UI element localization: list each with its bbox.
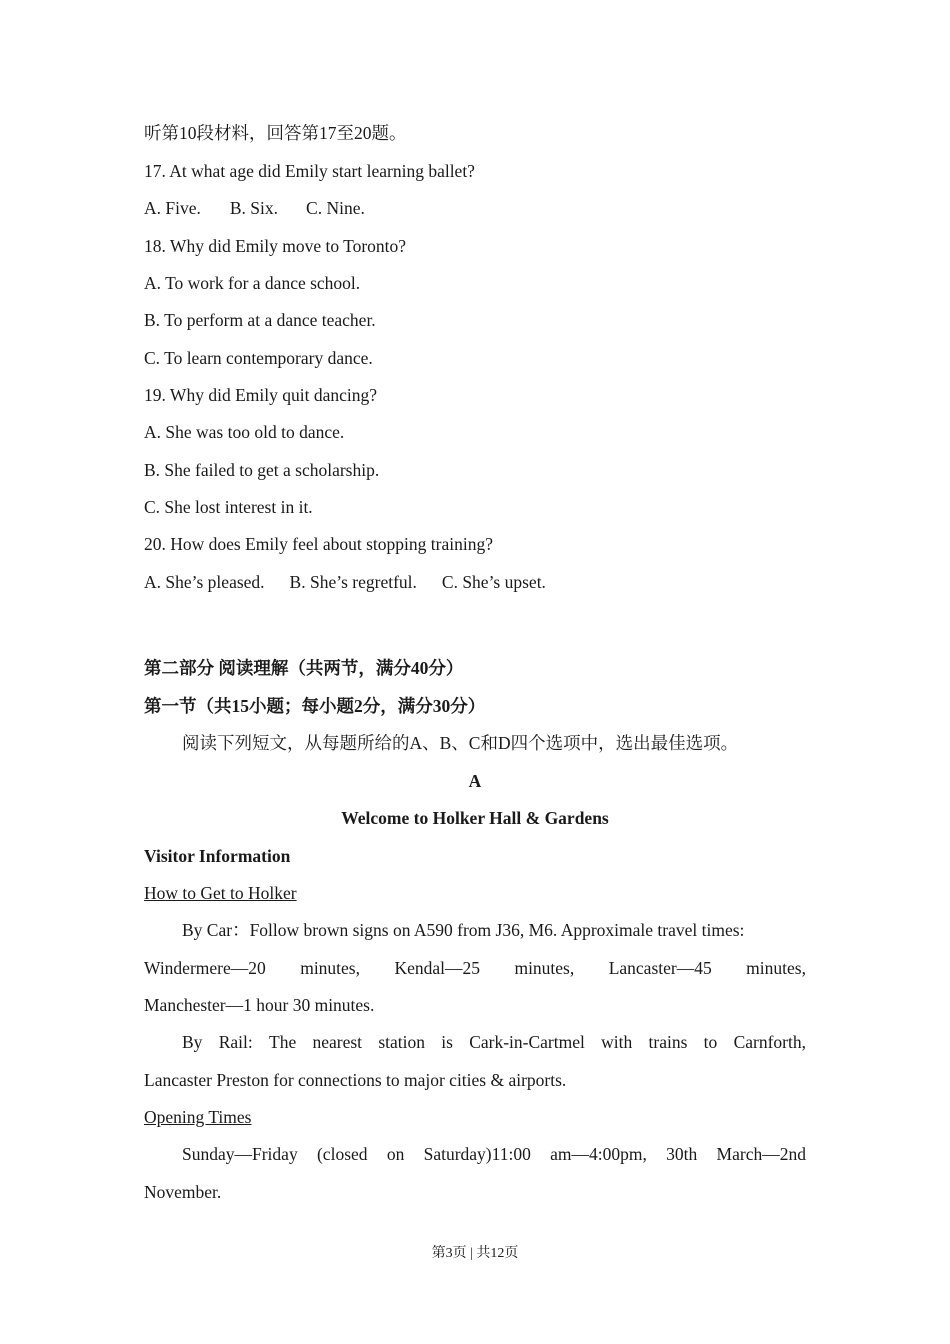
word: am—4:00pm, <box>550 1144 647 1164</box>
section1-heading: 第一节（共15小题；每小题2分，满分30分） <box>144 696 486 716</box>
word: Windermere—20 <box>144 958 266 978</box>
page-footer: 第3页 | 共12页 <box>431 1246 519 1261</box>
q20-stem: 20. How does Emily feel about stopping training? <box>144 534 493 554</box>
word: minutes, <box>514 958 575 978</box>
word: 30th <box>666 1144 698 1164</box>
word: minutes, <box>746 958 806 978</box>
q20-options <box>144 571 546 593</box>
word: on <box>386 1144 405 1164</box>
q17-options <box>144 197 365 219</box>
q17-option-b: B. Six. <box>229 198 279 218</box>
word: March—2nd <box>716 1144 806 1164</box>
by-car-line-3: Manchester—1 hour 30 minutes. <box>144 995 375 1015</box>
q19-option-a: A. She was too old to dance. <box>144 422 345 442</box>
word: (closed <box>316 1144 368 1164</box>
word: Kendal—25 <box>394 958 480 978</box>
word: with <box>601 1032 633 1052</box>
q20-option-c: C. She’s upset. <box>441 572 546 592</box>
word: By <box>182 1032 203 1052</box>
reading-instruction: 阅读下列短文，从每题所给的A、B、C和D四个选项中，选出最佳选项。 <box>182 733 739 753</box>
passage-title: Welcome to Holker Hall & Gardens <box>341 808 609 828</box>
q19-option-b: B. She failed to get a scholarship. <box>144 460 380 480</box>
q17-stem: 17. At what age did Emily start learning ballet? <box>144 161 475 181</box>
by-car-line-1: By Car：Follow brown signs on A590 from J36, M6. Approximale travel times: <box>182 920 745 940</box>
word: station <box>378 1032 425 1052</box>
passage-letter: A <box>468 771 482 791</box>
q18-stem: 18. Why did Emily move to Toronto? <box>144 236 407 256</box>
by-rail-line-2: Lancaster Preston for connections to major cities & airports. <box>144 1070 567 1090</box>
q18-option-a: A. To work for a dance school. <box>144 273 361 293</box>
word: is <box>441 1032 453 1052</box>
word: trains <box>648 1032 688 1052</box>
q17-option-c: C. Nine. <box>306 198 365 218</box>
word: Lancaster—45 <box>608 958 712 978</box>
q18-option-b: B. To perform at a dance teacher. <box>144 310 376 330</box>
word: The <box>269 1032 297 1052</box>
word: to <box>703 1032 718 1052</box>
q18-option-c: C. To learn contemporary dance. <box>144 348 373 368</box>
q17-option-a: A. Five. <box>144 198 201 218</box>
word: minutes, <box>300 958 360 978</box>
opening-line-2: November. <box>144 1182 222 1202</box>
by-rail-line-1 <box>182 1031 806 1053</box>
opening-line-1 <box>182 1143 806 1165</box>
part2-heading: 第二部分 阅读理解（共两节，满分40分） <box>144 658 464 678</box>
listening-intro: 听第10段材料，回答第17至20题。 <box>144 123 407 143</box>
visitor-info-heading: Visitor Information <box>144 846 291 866</box>
q19-option-c: C. She lost interest in it. <box>144 497 313 517</box>
q20-option-b: B. She’s regretful. <box>289 572 417 592</box>
word: Cark-in-Cartmel <box>469 1032 585 1052</box>
word: Rail: <box>218 1032 253 1052</box>
q19-stem: 19. Why did Emily quit dancing? <box>144 385 377 405</box>
by-car-line-2 <box>144 957 806 979</box>
q20-option-a: A. She’s pleased. <box>144 572 265 592</box>
word: Carnforth, <box>733 1032 806 1052</box>
word: Sunday—Friday <box>182 1144 298 1164</box>
word: nearest <box>312 1032 363 1052</box>
word: Saturday)11:00 <box>423 1144 531 1164</box>
opening-times-heading: Opening Times <box>144 1107 252 1127</box>
how-to-get-heading: How to Get to Holker <box>144 883 297 903</box>
